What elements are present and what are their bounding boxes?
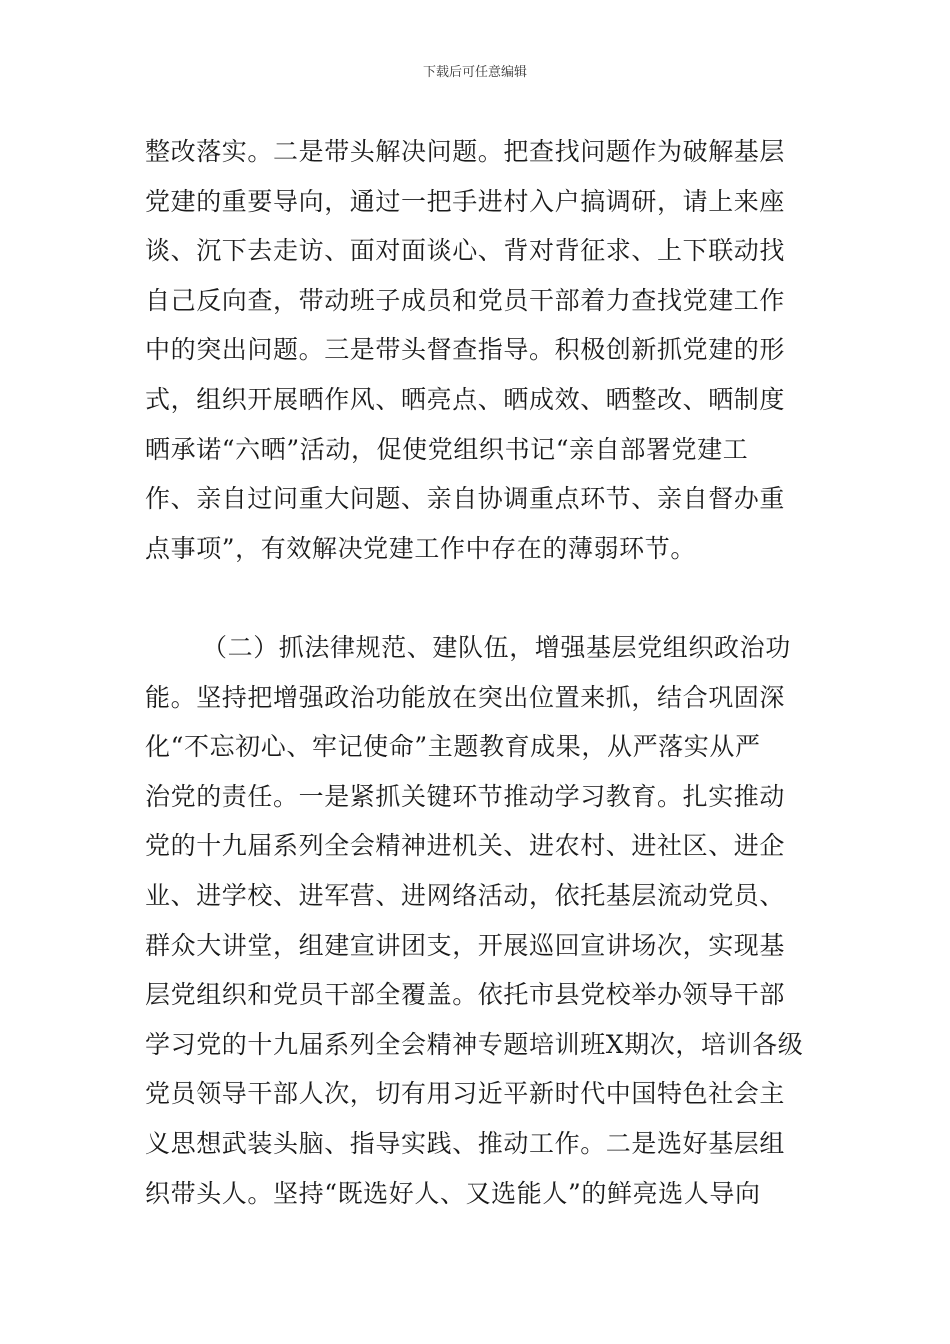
- body-paragraph-2: [145, 623, 815, 1218]
- text-line: 点事项”，有效解决党建工作中存在的薄弱环节。: [145, 533, 696, 563]
- text-line: 能。坚持把增强政治功能放在突出位置来抓，结合巩固深: [145, 682, 786, 712]
- text-line: 层党组织和党员干部全覆盖。依托市县党校举办领导干部: [145, 980, 786, 1010]
- text-line: 作、亲自过问重大问题、亲自协调重点环节、亲自督办重: [145, 484, 786, 514]
- text-line: 自己反向查，带动班子成员和党员干部着力查找党建工作: [145, 285, 786, 315]
- text-line: 学习党的十九届系列全会精神专题培训班X期次，培训各级: [145, 1029, 804, 1059]
- text-line: 中的突出问题。三是带头督查指导。积极创新抓党建的形: [145, 335, 786, 365]
- page-header: 下载后可任意编辑: [422, 65, 527, 80]
- text-line: 整改落实。二是带头解决问题。把查找问题作为破解基层: [145, 137, 786, 166]
- body-paragraph-1: [145, 127, 815, 573]
- text-line: 式，组织开展晒作风、晒亮点、晒成效、晒整改、晒制度: [145, 384, 786, 414]
- text-line: 党员领导干部人次，切有用习近平新时代中国特色社会主: [145, 1079, 786, 1109]
- text-line: 业、进学校、进军营、进网络活动，依托基层流动党员、: [145, 880, 786, 910]
- section-heading-line: （二）抓法律规范、建队伍，增强基层党组织政治功: [202, 633, 791, 662]
- text-line: 义思想武装头脑、指导实践、推动工作。二是选好基层组: [145, 1128, 786, 1158]
- text-line: 党建的重要导向，通过一把手进村入户搞调研，请上来座: [145, 186, 786, 216]
- text-line: 晒承诺“六晒”活动，促使党组织书记“亲自部署党建工: [145, 434, 749, 464]
- text-line: 党的十九届系列全会精神进机关、进农村、进社区、进企: [145, 831, 786, 861]
- text-line: 治党的责任。一是紧抓关键环节推动学习教育。扎实推动: [145, 781, 786, 811]
- text-line: 织带头人。坚持“既选好人、又选能人”的鲜亮选人导向: [145, 1178, 761, 1208]
- text-line: 谈、沉下去走访、面对面谈心、背对背征求、上下联动找: [145, 236, 786, 266]
- text-line: 化“不忘初心、牢记使命”主题教育成果，从严落实从严: [145, 732, 761, 762]
- text-line: 群众大讲堂，组建宣讲团支，开展巡回宣讲场次，实现基: [145, 930, 786, 960]
